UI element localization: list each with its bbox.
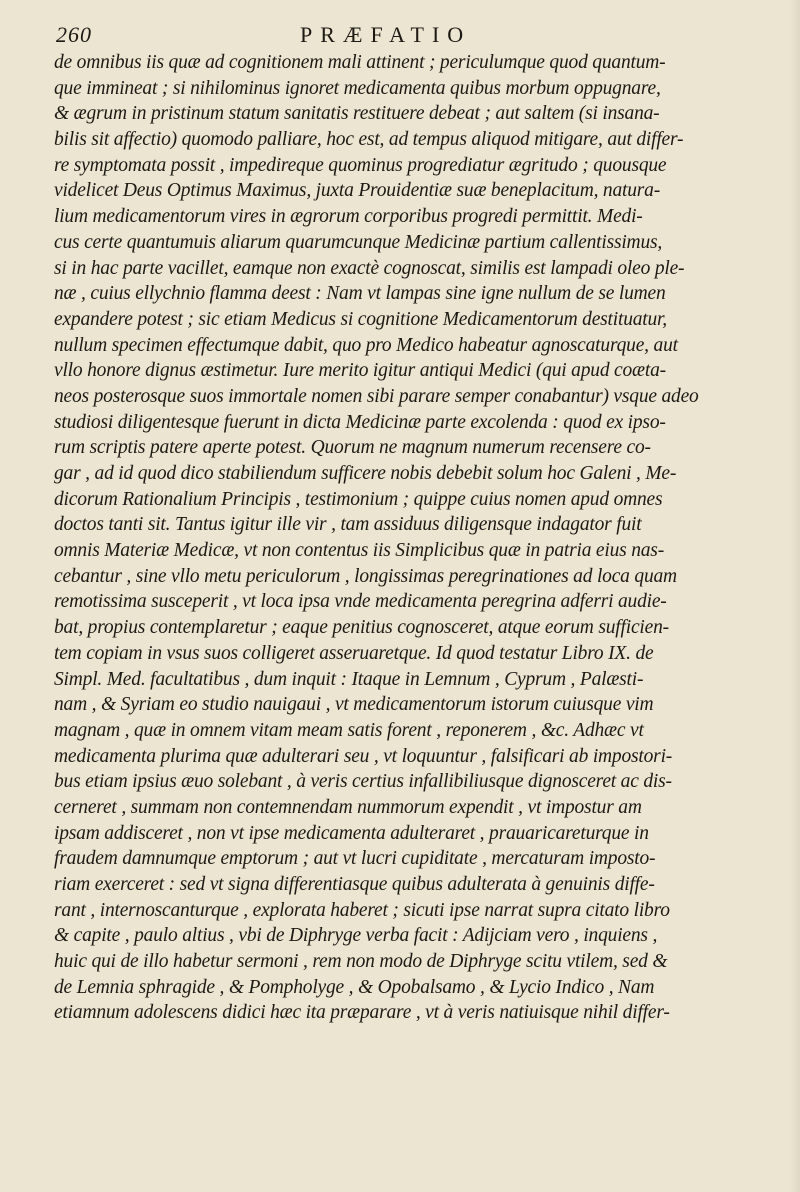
text-line: expandere potest ; sic etiam Medicus si cognitione Medicamentorum destituatur, — [54, 308, 667, 330]
text-line: ipsam addisceret , non vt ipse medicamenta adulteraret , prauaricareturque in — [54, 822, 649, 844]
text-line: bat, propius contemplaretur ; eaque penitius cognosceret, atque eorum sufficien- — [54, 617, 669, 639]
text-line: omnis Materiæ Medicæ, vt non contentus iis Simplicibus quæ in patria eius nas- — [54, 540, 664, 562]
text-line: tem copiam in vsus suos colligeret asseruaretque. Id quod testatur Libro IX. de — [54, 642, 654, 664]
text-line: medicamenta plurima quæ adulterari seu , vt loquuntur , falsificari ab impostori- — [54, 745, 673, 767]
text-line: vllo honore dignus æstimetur. Iure merito igitur antiqui Medici (qui apud coæta- — [54, 360, 666, 382]
text-line: etiamnum adolescens didici hæc ita præparare , vt à veris natiuisque nihil differ- — [54, 1002, 670, 1024]
text-line: si in hac parte vacillet, eamque non exactè cognoscat, similis est lampadi oleo ple- — [54, 257, 685, 279]
text-line: rum scriptis patere aperte potest. Quorum ne magnum numerum recensere co- — [54, 437, 651, 459]
text-line: bus etiam ipsius æuo solebant , à veris certius infallibiliusque dignosceret ac dis- — [54, 771, 672, 793]
text-line: & ægrum in pristinum statum sanitatis restituere debeat ; aut saltem (si insana- — [54, 103, 660, 125]
text-line: nullum specimen effectumque dabit, quo pro Medico habeatur agnoscaturque, aut — [54, 334, 678, 356]
text-line: rant , internoscanturque , explorata haberet ; sicuti ipse narrat supra citato libro — [54, 899, 670, 921]
text-line: fraudem damnumque emptorum ; aut vt lucri cupiditate , mercaturam imposto- — [54, 848, 656, 870]
text-line: nam , & Syriam eo studio nauigaui , vt medicamentorum istorum cuiusque vim — [54, 694, 654, 716]
running-head — [50, 22, 750, 52]
text-line: neos posterosque suos immortale nomen sibi parare semper conabantur) vsque adeo — [54, 385, 699, 407]
text-line: de omnibus iis quæ ad cognitionem mali attinent ; periculumque quod quantum- — [54, 52, 666, 73]
page-number: 260 — [56, 22, 92, 47]
text-line: de Lemnia sphragide , & Pompholyge , & Opobalsamo , & Lycio Indico , Nam — [54, 976, 655, 998]
text-line: riam exerceret : sed vt signa differentiasque quibus adulterata à genuinis diffe- — [54, 874, 655, 895]
text-line: bilis sit affectio) quomodo palliare, hoc est, ad tempus aliquod mitigare, aut differ- — [54, 129, 684, 151]
text-line: cebantur , sine vllo metu periculorum , longissimas peregrinationes ad loca quam — [54, 565, 677, 587]
text-line: videlicet Deus Optimus Maximus, juxta Prouidentiæ suæ beneplacitum, natura- — [54, 180, 661, 202]
text-line: gar , ad id quod dico stabiliendum sufficere nobis debebit solum hoc Galeni , Me- — [54, 463, 677, 484]
text-line: Simpl. Med. facultatibus , dum inquit : Itaque in Lemnum , Cyprum , Palæsti- — [54, 668, 644, 690]
text-line: magnam , quæ in omnem vitam meam satis forent , reponerem , &c. Adhæc vt — [54, 719, 644, 741]
text-line: lium medicamentorum vires in ægrorum corporibus progredi permittit. Medi- — [54, 206, 643, 228]
text-line: dicorum Rationalium Principis , testimonium ; quippe cuius nomen apud omnes — [54, 488, 663, 510]
text-line: cus certe quantumuis aliarum quarumcunque Medicinæ partium callentissimus, — [54, 231, 663, 253]
text-line: næ , cuius ellychnio flamma deest : Nam vt lampas sine igne nullum de se lumen — [54, 283, 666, 305]
text-line: & capite , paulo altius , vbi de Diphryge verba facit : Adijciam vero , inquiens , — [54, 925, 658, 947]
page-edge-shadow — [790, 0, 800, 1192]
text-line: doctos tanti sit. Tantus igitur ille vir , tam assiduus diligensque indagator fuit — [54, 514, 642, 536]
text-line: que immineat ; si nihilominus ignoret medicamenta quibus morbum oppugnare, — [54, 77, 661, 99]
text-line: re symptomata possit , impedireque quominus progrediatur ægritudo ; quousque — [54, 154, 667, 176]
body-text — [54, 50, 754, 1026]
text-line: huic qui de illo habetur sermoni , rem non modo de Diphryge scitu vtilem, sed & — [54, 951, 668, 973]
text-line: cerneret , summam non contemnendam nummorum expendit , vt impostur am — [54, 796, 642, 818]
running-title: PRÆFATIO — [300, 22, 472, 47]
text-line: studiosi diligentesque fuerunt in dicta Medicinæ parte excolenda : quod ex ipso- — [54, 411, 666, 433]
text-line: remotissima susceperit , vt loca ipsa vnde medicamenta peregrina adferri audie- — [54, 591, 667, 613]
